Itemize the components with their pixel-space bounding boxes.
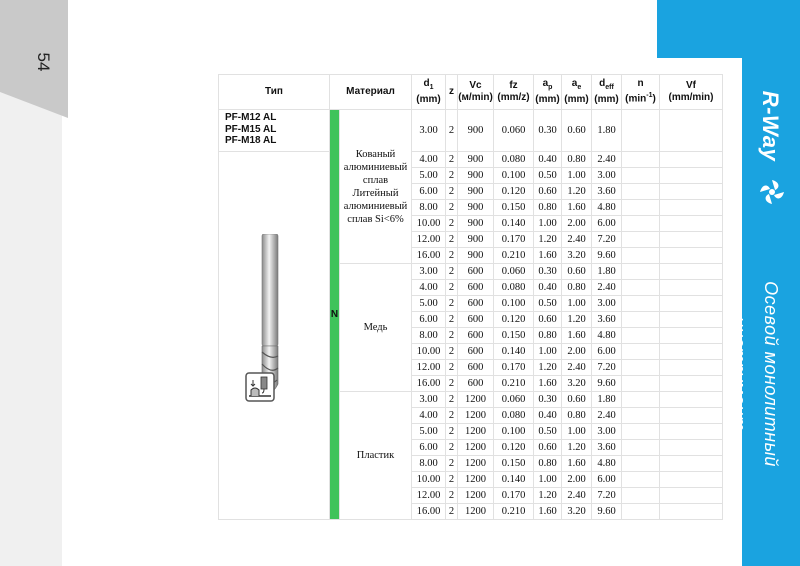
cell-d1: 10.00 [412,216,446,232]
cell-z: 2 [446,328,458,344]
cell-n [622,280,660,296]
cell-z: 2 [446,296,458,312]
cell-fz: 0.170 [494,232,534,248]
tool-type: PF-M18 AL [225,135,277,146]
cell-vf [660,328,723,344]
cell-vc: 1200 [458,472,494,488]
cell-ap: 1.20 [534,360,562,376]
cell-n [622,424,660,440]
brand-logo [742,60,800,200]
cell-z: 2 [446,200,458,216]
cell-ae: 1.60 [562,456,592,472]
cell-d1: 16.00 [412,504,446,520]
cell-ap: 0.60 [534,440,562,456]
cell-ap: 1.00 [534,472,562,488]
cell-ae: 0.60 [562,264,592,280]
section-title: Осевой монолитный инструмент [729,281,781,467]
cell-ae: 0.60 [562,392,592,408]
cell-deff: 2.40 [592,408,622,424]
cell-fz: 0.060 [494,392,534,408]
cell-deff: 7.20 [592,232,622,248]
cell-n [622,472,660,488]
cell-ae: 3.20 [562,376,592,392]
cell-z: 2 [446,408,458,424]
cell-ap: 0.30 [534,110,562,152]
cell-ap: 1.20 [534,488,562,504]
cell-fz: 0.140 [494,344,534,360]
header-d1: $d_1$ (mm) [412,75,446,110]
cell-n [622,328,660,344]
cell-vc: 600 [458,312,494,328]
cell-ap: 0.40 [534,408,562,424]
cell-ap: 0.40 [534,280,562,296]
cell-ap: 0.50 [534,424,562,440]
cell-z: 2 [446,472,458,488]
cell-d1: 10.00 [412,472,446,488]
cell-n [622,504,660,520]
cell-ap: 0.60 [534,184,562,200]
cell-deff: 4.80 [592,200,622,216]
cell-deff: 1.80 [592,264,622,280]
cell-fz: 0.150 [494,456,534,472]
cell-deff: 2.40 [592,280,622,296]
cell-d1: 3.00 [412,110,446,152]
cell-vc: 1200 [458,440,494,456]
cell-ap: 1.60 [534,376,562,392]
cell-n [622,456,660,472]
table-row [219,152,723,168]
cell-z: 2 [446,344,458,360]
cell-ae: 1.20 [562,312,592,328]
header-fz: fz (mm/z) [494,75,534,110]
cell-fz: 0.120 [494,312,534,328]
cell-vc: 900 [458,110,494,152]
cell-vc: 600 [458,296,494,312]
cell-n [622,360,660,376]
cell-deff: 3.00 [592,296,622,312]
cell-fz: 0.080 [494,280,534,296]
header-n: n $(\min^{-1})$ [622,75,660,110]
cell-fz: 0.140 [494,216,534,232]
header-vf: Vf (mm/min) [660,75,723,110]
cell-fz: 0.060 [494,110,534,152]
cell-d1: 8.00 [412,456,446,472]
cell-z: 2 [446,360,458,376]
header-deff: $d_{eff}$ (mm) [592,75,622,110]
cell-d1: 4.00 [412,280,446,296]
tool-image-cell [219,152,330,520]
cell-ae: 1.00 [562,296,592,312]
cell-vf [660,408,723,424]
cell-n [622,248,660,264]
cell-vf [660,168,723,184]
cell-ae: 1.20 [562,184,592,200]
cell-z: 2 [446,424,458,440]
cell-vf [660,110,723,152]
table-header-row [219,75,723,110]
cell-vc: 600 [458,280,494,296]
iso-material-group: N [330,110,340,520]
cell-vf [660,440,723,456]
header-type: Тип [219,75,330,110]
cell-vc: 600 [458,264,494,280]
cell-vc: 900 [458,184,494,200]
tool-illustration [219,152,330,504]
cell-deff: 9.60 [592,504,622,520]
header-ae: $a_e$ (mm) [562,75,592,110]
cell-n [622,184,660,200]
cell-z: 2 [446,184,458,200]
cell-d1: 8.00 [412,328,446,344]
cell-vc: 1200 [458,456,494,472]
tool-type: PF-M12 AL [225,112,277,123]
cell-vf [660,296,723,312]
cell-ap: 1.00 [534,344,562,360]
cell-vc: 600 [458,328,494,344]
cell-fz: 0.080 [494,408,534,424]
swirl-logo-icon [758,178,786,206]
cell-ap: 0.50 [534,168,562,184]
cell-vf [660,264,723,280]
cell-ae: 2.40 [562,488,592,504]
cell-z: 2 [446,152,458,168]
cell-ae: 0.80 [562,408,592,424]
cell-ap: 0.30 [534,264,562,280]
cell-ae: 2.00 [562,216,592,232]
cell-ae: 1.00 [562,168,592,184]
cell-deff: 3.60 [592,440,622,456]
cell-deff: 7.20 [592,360,622,376]
cell-d1: 12.00 [412,232,446,248]
cell-ap: 0.80 [534,200,562,216]
cell-n [622,216,660,232]
cell-fz: 0.080 [494,152,534,168]
cell-fz: 0.120 [494,184,534,200]
cell-vf [660,424,723,440]
cell-vc: 600 [458,376,494,392]
cell-deff: 7.20 [592,488,622,504]
cell-n [622,376,660,392]
cell-vf [660,216,723,232]
table-row [219,110,723,152]
cell-ap: 0.40 [534,152,562,168]
cell-deff: 4.80 [592,456,622,472]
cell-ap: 1.20 [534,232,562,248]
cell-vc: 1200 [458,408,494,424]
cell-z: 2 [446,168,458,184]
cell-z: 2 [446,392,458,408]
cell-fz: 0.100 [494,168,534,184]
cell-n [622,312,660,328]
cell-vf [660,200,723,216]
cell-d1: 6.00 [412,440,446,456]
cell-n [622,152,660,168]
cell-vf [660,344,723,360]
cell-fz: 0.140 [494,472,534,488]
cell-ae: 3.20 [562,504,592,520]
cell-vf [660,312,723,328]
cell-ap: 0.60 [534,312,562,328]
cell-deff: 3.00 [592,168,622,184]
cell-d1: 6.00 [412,312,446,328]
cell-d1: 4.00 [412,152,446,168]
table-body [219,110,723,520]
cell-d1: 16.00 [412,248,446,264]
cell-ap: 1.60 [534,504,562,520]
material-name: Кованый алюминиевый сплав Литейный алюминиевый сплав Si<6% [340,110,412,264]
cell-vf [660,232,723,248]
cell-z: 2 [446,216,458,232]
cell-n [622,264,660,280]
cell-ap: 0.50 [534,296,562,312]
cell-deff: 2.40 [592,152,622,168]
cell-ap: 0.30 [534,392,562,408]
cell-fz: 0.100 [494,424,534,440]
cell-vf [660,280,723,296]
cell-deff: 1.80 [592,392,622,408]
cell-d1: 5.00 [412,296,446,312]
cell-vc: 1200 [458,392,494,408]
cell-ae: 3.20 [562,248,592,264]
cell-fz: 0.210 [494,248,534,264]
cell-ap: 1.60 [534,248,562,264]
brand-name: R-Way [758,90,783,162]
cell-deff: 3.60 [592,184,622,200]
cell-vc: 600 [458,360,494,376]
cell-z: 2 [446,456,458,472]
cell-d1: 16.00 [412,376,446,392]
cell-z: 2 [446,110,458,152]
cell-n [622,110,660,152]
cell-fz: 0.170 [494,360,534,376]
cell-vc: 1200 [458,488,494,504]
cell-ap: 1.00 [534,216,562,232]
cell-vc: 1200 [458,424,494,440]
cell-d1: 12.00 [412,488,446,504]
cell-vc: 900 [458,168,494,184]
cell-n [622,296,660,312]
cell-d1: 10.00 [412,344,446,360]
cell-z: 2 [446,232,458,248]
cell-z: 2 [446,504,458,520]
cell-ae: 1.00 [562,424,592,440]
cell-d1: 3.00 [412,264,446,280]
cell-vf [660,184,723,200]
cell-z: 2 [446,312,458,328]
cell-deff: 1.80 [592,110,622,152]
cell-n [622,408,660,424]
cell-n [622,232,660,248]
cell-n [622,392,660,408]
tool-type-list [219,110,330,152]
cell-fz: 0.150 [494,328,534,344]
cell-fz: 0.120 [494,440,534,456]
cell-n [622,200,660,216]
cell-d1: 5.00 [412,424,446,440]
cell-d1: 3.00 [412,392,446,408]
cell-ae: 0.80 [562,280,592,296]
cell-vf [660,360,723,376]
cell-vf [660,152,723,168]
material-name: Пластик [340,392,412,520]
cell-fz: 0.100 [494,296,534,312]
cell-deff: 6.00 [592,472,622,488]
cell-deff: 9.60 [592,376,622,392]
material-name: Медь [340,264,412,392]
cell-vc: 900 [458,232,494,248]
cell-fz: 0.150 [494,200,534,216]
page-number: 54 [34,52,53,72]
cell-n [622,440,660,456]
cell-z: 2 [446,280,458,296]
cell-ae: 2.00 [562,472,592,488]
machining-operation-icon [245,372,275,402]
cell-deff: 4.80 [592,328,622,344]
tool-type: PF-M15 AL [225,123,277,135]
cell-d1: 5.00 [412,168,446,184]
cell-vc: 900 [458,152,494,168]
cell-d1: 8.00 [412,200,446,216]
cell-d1: 12.00 [412,360,446,376]
cell-deff: 6.00 [592,216,622,232]
header-vc: Vc (м/min) [458,75,494,110]
cell-deff: 3.00 [592,424,622,440]
cell-vc: 900 [458,216,494,232]
cell-deff: 9.60 [592,248,622,264]
cell-ae: 2.40 [562,360,592,376]
cell-ae: 0.80 [562,152,592,168]
cell-ap: 0.80 [534,456,562,472]
cell-deff: 6.00 [592,344,622,360]
cell-z: 2 [446,488,458,504]
cell-vc: 900 [458,248,494,264]
cell-ae: 2.40 [562,232,592,248]
cell-vf [660,392,723,408]
cell-vf [660,504,723,520]
cell-ap: 0.80 [534,328,562,344]
cell-d1: 4.00 [412,408,446,424]
cell-vf [660,248,723,264]
cell-vc: 1200 [458,504,494,520]
cell-n [622,344,660,360]
cell-vf [660,472,723,488]
cutting-data-table [218,74,723,520]
header-z: z [446,75,458,110]
cell-vf [660,488,723,504]
cell-vf [660,376,723,392]
cell-z: 2 [446,376,458,392]
cell-vc: 900 [458,200,494,216]
cell-z: 2 [446,248,458,264]
cell-fz: 0.170 [494,488,534,504]
cell-ae: 2.00 [562,344,592,360]
cell-fz: 0.210 [494,376,534,392]
header-ap: $a_p$ (mm) [534,75,562,110]
header-material: Материал [330,75,412,110]
cell-ae: 1.20 [562,440,592,456]
cell-ae: 1.60 [562,200,592,216]
cell-d1: 6.00 [412,184,446,200]
cell-fz: 0.210 [494,504,534,520]
cell-ae: 1.60 [562,328,592,344]
cell-deff: 3.60 [592,312,622,328]
cell-n [622,488,660,504]
cell-vc: 600 [458,344,494,360]
cell-ae: 0.60 [562,110,592,152]
cell-fz: 0.060 [494,264,534,280]
cell-z: 2 [446,440,458,456]
cell-vf [660,456,723,472]
cell-z: 2 [446,264,458,280]
cell-n [622,168,660,184]
